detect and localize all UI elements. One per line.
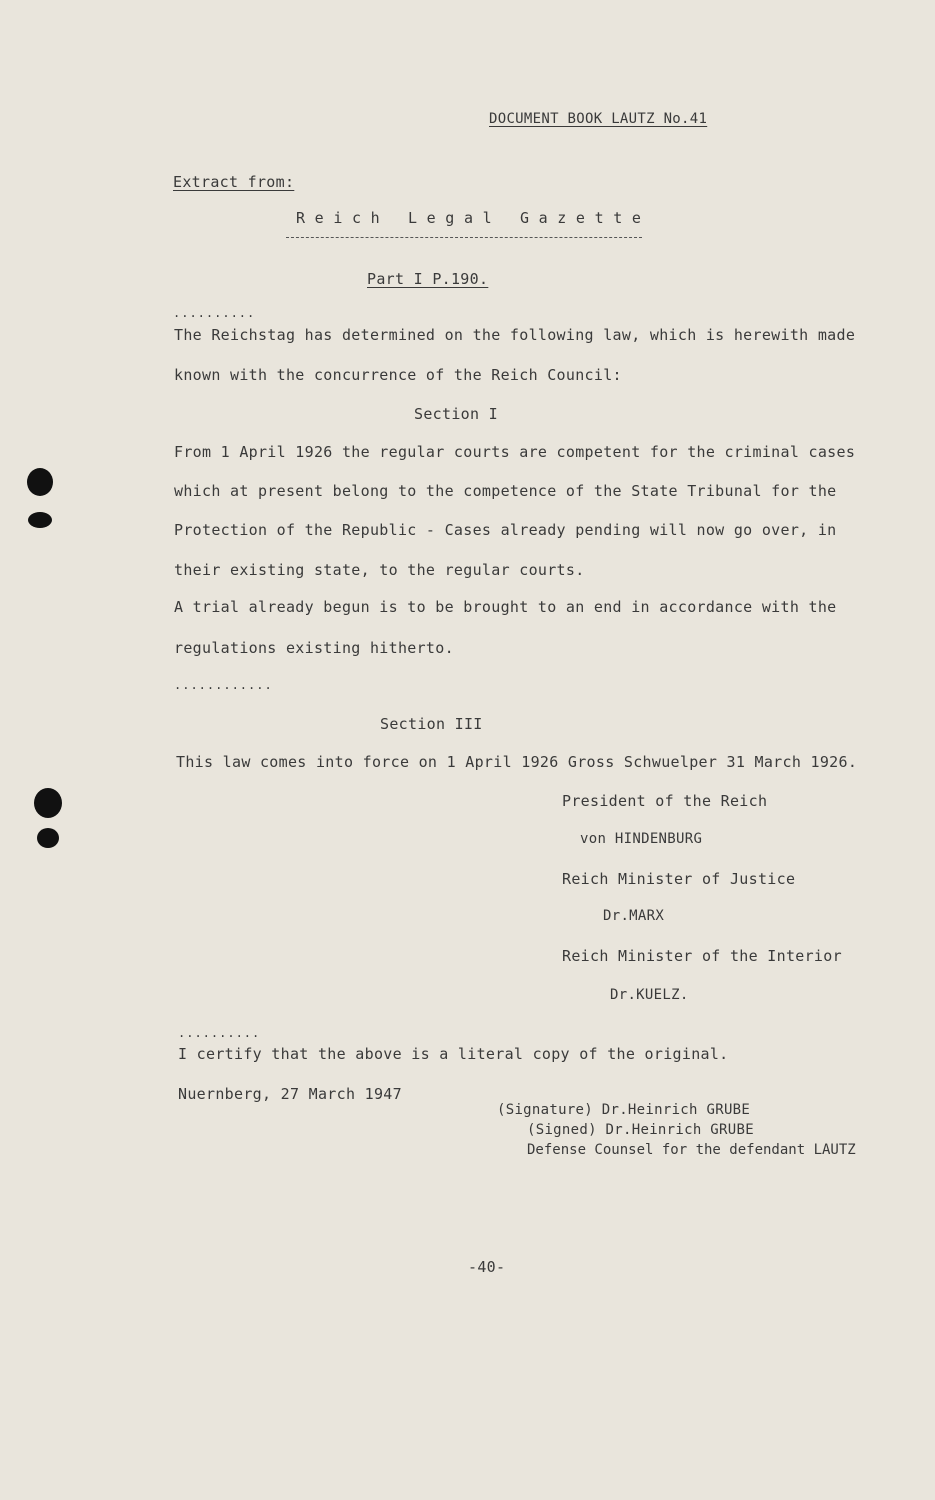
extract-label: Extract from: <box>173 173 295 191</box>
justice-minister-name: Dr.MARX <box>603 908 665 924</box>
ellipsis-3: .......... <box>178 1026 261 1040</box>
interior-minister-name: Dr.KUELZ. <box>610 987 689 1003</box>
justice-minister-title: Reich Minister of Justice <box>562 870 796 888</box>
certification-text: I certify that the above is a literal copy of the original. <box>178 1045 729 1063</box>
gazette-title: R e i c h L e g a l G a z e t t e <box>296 209 642 227</box>
defense-counsel-line: Defense Counsel for the defendant LAUTZ <box>527 1142 856 1158</box>
section-3-heading: Section III <box>380 715 483 733</box>
signed-line: (Signed) Dr.Heinrich GRUBE <box>527 1122 754 1138</box>
page-number: -40- <box>468 1258 506 1276</box>
section-1-line-2: which at present belong to the competence of the State Tribunal for the <box>174 482 837 500</box>
preamble-line-2: known with the concurrence of the Reich Council: <box>174 366 622 384</box>
section-1-line-3: Protection of the Republic - Cases already pending will now go over, in <box>174 521 837 539</box>
president-name: von HINDENBURG <box>580 831 703 847</box>
part-reference: Part I P.190. <box>367 270 489 288</box>
section-1-heading: Section I <box>414 405 498 423</box>
ellipsis-1: .......... <box>173 306 256 320</box>
signature-line: (Signature) Dr.Heinrich GRUBE <box>497 1102 751 1118</box>
punch-hole-3 <box>34 788 62 818</box>
punch-hole-4 <box>37 828 59 848</box>
interior-minister-title: Reich Minister of the Interior <box>562 947 842 965</box>
punch-hole-2 <box>28 512 52 528</box>
ellipsis-2: ............ <box>174 678 273 692</box>
gazette-underline <box>286 237 642 238</box>
section-1-line-1: From 1 April 1926 the regular courts are competent for the criminal cases <box>174 443 856 461</box>
section-3-text: This law comes into force on 1 April 1926 Gross Schwuelper 31 March 1926. <box>176 753 858 771</box>
preamble-line-1: The Reichstag has determined on the following law, which is herewith made <box>174 326 856 344</box>
section-1-line-6: regulations existing hitherto. <box>174 639 454 657</box>
punch-hole-1 <box>27 468 53 496</box>
section-1-line-5: A trial already begun is to be brought to an end in accordance with the <box>174 598 837 616</box>
section-1-line-4: their existing state, to the regular courts. <box>174 561 585 579</box>
document-reference: DOCUMENT BOOK LAUTZ No.41 <box>489 111 708 127</box>
place-and-date: Nuernberg, 27 March 1947 <box>178 1085 402 1103</box>
president-title: President of the Reich <box>562 792 768 810</box>
